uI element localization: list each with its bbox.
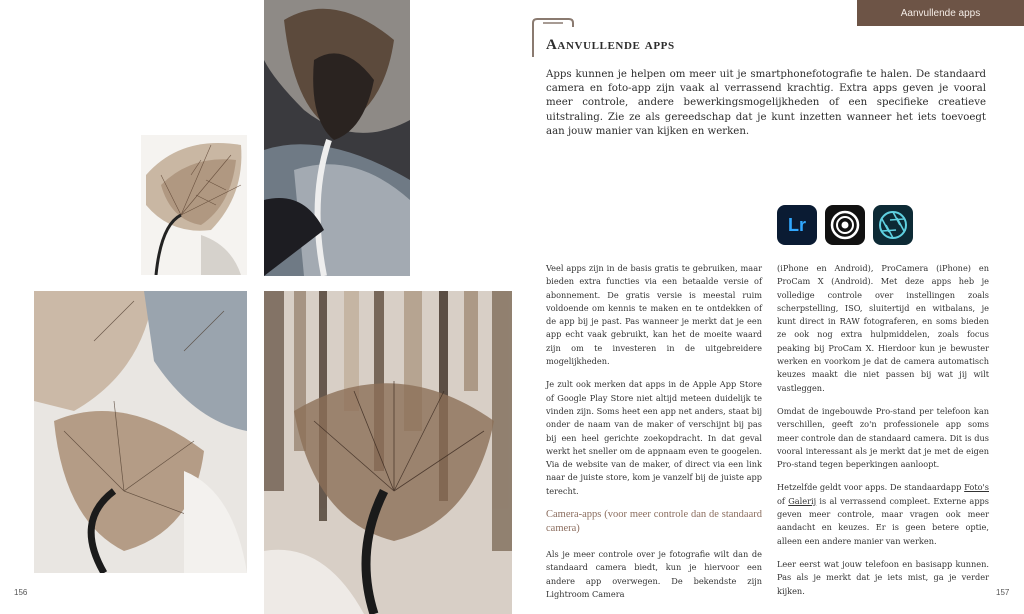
column1-paragraph-1: Veel apps zijn in de basis gratis te gebruiken, maar bieden extra functies via een betaalde versie of abonnement. De gratis versie is meestal ruim voldoende om kennis te maken en te ontdekken of de app bij je past. Pas wanneer je merkt dat je een app echt vaak gebruikt, kan het de moeite waard zijn om te investeren in de uitgebreidere mogelijkheden. <box>546 263 762 367</box>
link-galerij[interactable]: Galerij <box>788 495 817 506</box>
lightroom-icon-label: Lr <box>788 214 806 235</box>
page-number-left: 156 <box>14 588 28 597</box>
photo-pale-petals-bottom-left <box>34 291 247 573</box>
photo-glitch-flower-bottom <box>264 291 512 614</box>
procamera-lens-glyph <box>830 210 860 240</box>
column2-paragraph-2: Omdat de ingebouwde Pro-stand per telefoon kan verschillen, geeft zo'n professionele app soms meer controle dan de standaard camera. Dit is dus vooral interessant als je merkt dat je met de eigen Pro-stand tegen beperkingen aanloopt. <box>777 405 989 470</box>
procam-x-icon <box>873 205 913 245</box>
section-tab: Aanvullende apps <box>857 0 1024 26</box>
p3-text-a: Hetzelfde geldt voor apps. De standaardapp <box>777 482 965 493</box>
photo-dried-petal-small <box>141 135 247 275</box>
p3-text-c: is al verrassend compleet. Externe apps geven meer controle, maar vragen ook meer aandacht en keuzes. Er is geen betere optie, alleen een andere manier van werken. <box>777 495 989 546</box>
column2-paragraph-1: (iPhone en Android), ProCamera (iPhone) en ProCam X (Android). Met deze apps heb je volledige controle over instellingen zoals scherpstelling, ISO, sluitertijd en witbalans, je kunt direct in RAW fotograferen, en soms bieden ze ook nog extra hulpmiddelen, zoals focus peaking bij ProCam X. Hierdoor kun je bewuster werken en voorkom je dat de camera automatisch keuzes maakt die niet passen bij wat jij wilt vastleggen. <box>777 263 989 393</box>
page-title: Aanvullende apps <box>546 37 675 53</box>
column2-paragraph-3 <box>777 481 989 547</box>
procamera-icon <box>825 205 865 245</box>
app-icon-row <box>777 205 913 245</box>
lightroom-icon <box>777 205 817 245</box>
link-fotos[interactable]: Foto's <box>964 482 989 493</box>
column1-paragraph-3: Als je meer controle over je fotografie wilt dan de standaard camera biedt, kun je hiervoor een andere app overwegen. De bekendste zijn Lightroom Camera <box>546 549 762 599</box>
text-column-left <box>546 262 762 611</box>
page-number-right: 157 <box>996 588 1010 597</box>
intro-paragraph: Apps kunnen je helpen om meer uit je smartphonefotografie te halen. De standaard camera en foto-app zijn vaak al verrassend krachtig. Extra apps geven je vooral meer controle, andere bewerkingsmogelijkheden of een specifieke creatieve uitstraling. Zie ze als gereedschap dat je kunt inzetten wanneer het iets toevoegt aan jouw manier van kijken en werken. <box>546 69 986 137</box>
column2-paragraph-4: Leer eerst wat jouw telefoon en basisapp kunnen. Pas als je merkt dat je iets mist, ga je verder kijken. <box>777 558 989 596</box>
text-column-right <box>777 262 989 608</box>
column1-paragraph-2: Je zult ook merken dat apps in de Apple App Store of Google Play Store niet altijd meteen duidelijk te vinden zijn. Soms heet een app net anders, staat bij onder de naam van de maker of verschijnt bij pas bij een heel gerichte zoekopdracht. In dat geval werkt het sneller om de appnaam even te googelen. Via de website van de maker, of direct via een link naar de juiste store, kom je vanzelf bij de juiste app terecht. <box>546 379 762 496</box>
photo-dark-flower-top <box>264 0 410 276</box>
subheading-camera-apps: Camera-apps (voor meer controle dan de standaard camera) <box>546 509 762 535</box>
procam-aperture-glyph <box>878 210 908 240</box>
p3-text-b: of <box>777 495 789 506</box>
